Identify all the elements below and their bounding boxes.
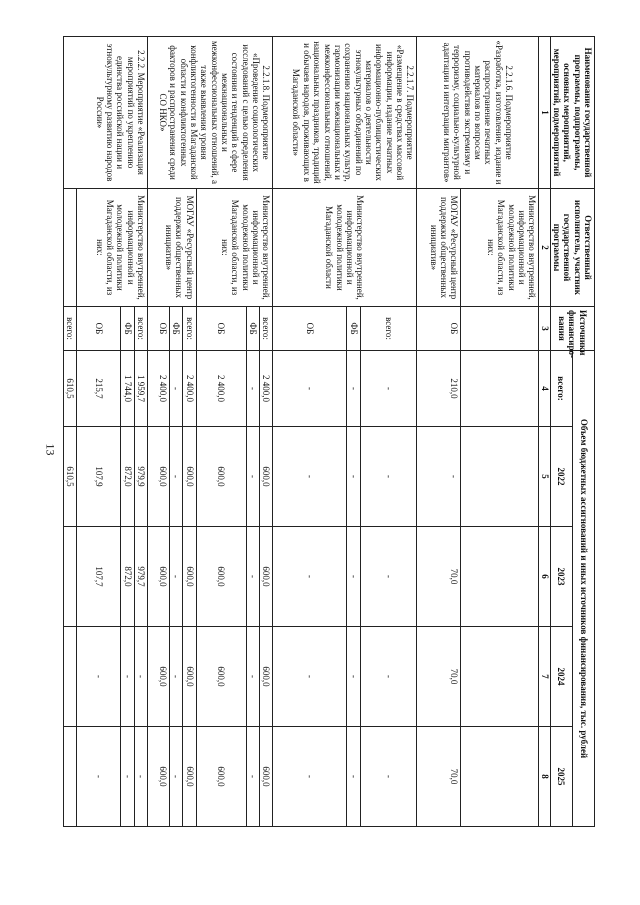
col-num: 2	[539, 189, 550, 307]
row-2023: 70,0	[417, 527, 461, 627]
header-funding: Объем бюджетных ассигнований и иных источников финансирования, тыс. рублей	[572, 351, 594, 827]
row-name: 2.2.1.8. Подмероприятие «Проведение социологических исследований с целью определения состояния и тенденций в сфере межнациональных и межконфессиональных отношений, а также выявления уровня конфликтогенности в Магаданской области и конфликтогенных факторов и распространения среди СО НКО»	[147, 37, 272, 189]
table-row	[461, 37, 539, 827]
row-2022: -	[417, 427, 461, 527]
col-num: 6	[539, 527, 550, 627]
col-num: 1	[539, 37, 550, 189]
rotated-table-container	[50, 36, 595, 826]
row-source: ОБ	[273, 307, 347, 351]
table-row: 2.2.1.7. Подмероприятие «Размещение в средствах массовой информации, издание печатных информационно-публицистических материалов о деятельности этнокультурных объединений по сохранению национальных культур, гармонизации межнациональных и межконфессиональных отношений, национальных праздников, традиций и обычаев народов, проживающих в Магаданской области» Министерство внутренней, информационной и молодежной политики Магаданской области всего: - - - - -	[361, 37, 417, 827]
table-row: ОБ 215,7 107,9 107,7 - -	[77, 37, 121, 827]
header-2023: 2023	[550, 527, 572, 627]
col-num: 5	[539, 427, 550, 527]
header-row-1	[572, 37, 594, 827]
table-row: ФБ - - - - -	[347, 37, 361, 827]
row-executor: МОГАУ «Ресурсный центр поддержки общественных инициатив»	[147, 189, 196, 307]
table-row: ФБ - - - - -	[169, 37, 182, 827]
table-row: 2.2.2. Мероприятие «Реализация мероприятий по укреплению единства российской нации и этнокультурному развитию народов России» Министерство внутренней, информационной и молодежной политики Магаданской области, из них: всего: 1 959,7 979,9 979,7 - -	[134, 37, 147, 827]
table-row: ОБ 2 400,0 600,0 600,0 600,0 600,0	[147, 37, 169, 827]
row-name: 2.2.2. Мероприятие «Реализация мероприятий по укреплению единства российской нации и этнокультурному развитию народов России»	[63, 37, 147, 189]
header-2024: 2024	[550, 627, 572, 727]
table-row: ОБ 2 400,0 600,0 600,0 600,0 600,0	[196, 37, 246, 827]
row-executor: Министерство внутренней, информационной и молодежной политики Магаданской области, из них:	[77, 189, 148, 307]
header-total: всего:	[550, 351, 572, 427]
row-total: 210,0	[417, 351, 461, 427]
row-source: ОБ	[417, 307, 461, 351]
row-executor: МОГАУ «Ресурсный центр поддержки общественных инициатив»	[417, 189, 461, 307]
financing-table	[63, 36, 595, 827]
header-2022: 2022	[550, 427, 572, 527]
row-source: всего:	[361, 307, 417, 351]
col-num: 8	[539, 727, 550, 827]
column-number-row	[539, 37, 550, 827]
table-row: МОГАУ «Ресурсный центр поддержки общественных инициатив» всего: 2 400,0 600,0 600,0 600,0 600,0	[183, 37, 196, 827]
table-row: ФБ - - - - -	[246, 37, 259, 827]
row-executor: Министерство внутренней, информационной и молодежной политики Магаданской области	[273, 189, 417, 307]
row-2025: 70,0	[417, 727, 461, 827]
row-executor: Министерство внутренней, информационной и молодежной политики Магаданской области, из них:	[196, 189, 273, 307]
col-num: 4	[539, 351, 550, 427]
table-row: ОБ - - - - -	[273, 37, 347, 827]
row-source: ФБ	[347, 307, 361, 351]
header-source: Источники финансиро-вания	[550, 307, 594, 351]
row-name: 2.2.1.7. Подмероприятие «Размещение в средствах массовой информации, издание печатных информационно-публицистических материалов о деятельности этнокультурных объединений по сохранению национальных культур, гармонизации межнациональных и межконфессиональных отношений, национальных праздников, традиций и обычаев народов, проживающих в Магаданской области»	[273, 37, 417, 189]
table-row: ФБ 1 744,0 872,0 872,0 - -	[121, 37, 134, 827]
header-2025: 2025	[550, 727, 572, 827]
page-number: 13	[43, 443, 58, 456]
row-2024: 70,0	[417, 627, 461, 727]
col-num: 7	[539, 627, 550, 727]
table-row: всего: 610,5 610,5	[63, 37, 76, 827]
col-num: 3	[539, 307, 550, 351]
row-name: 2.2.1.6. Подмероприятие «Разработка, изготовление, издание и распространение печатных материалов по вопросам противодействия экстремизму и терроризму, социально-культурной адаптации и интеграции мигрантов»	[417, 37, 539, 189]
row-executor: Министерство внутренней, информационной и молодежной политики Магаданской области, из них:	[461, 189, 539, 307]
table-row: 2.2.1.8. Подмероприятие «Проведение социологических исследований с целью определения состояния и тенденций в сфере межнациональных и межконфессиональных отношений, а также выявления уровня конфликтогенности в Магаданской области и конфликтогенных факторов и распространения среди СО НКО» Министерство внутренней, информационной и молодежной политики Магаданской области, из них: всего: 2 400,0 600,0 600,0 600,0 600,0	[259, 37, 272, 827]
header-executor: Ответственный исполнитель, участник государственной программы	[550, 189, 594, 307]
header-name: Наименование государственной программы, подпрограммы, основных мероприятий, мероприятий, подмероприятий	[550, 37, 594, 189]
